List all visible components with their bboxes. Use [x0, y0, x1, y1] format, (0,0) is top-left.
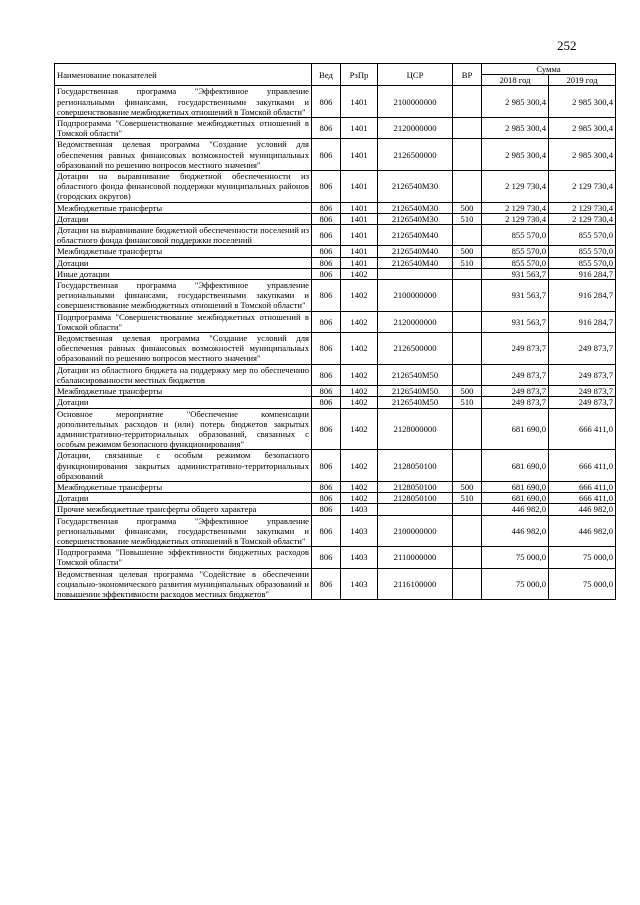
row-vr: 500 [453, 481, 482, 492]
row-rzpr: 1401 [341, 118, 378, 139]
row-csr: 2100000000 [378, 86, 453, 118]
row-vr [453, 268, 482, 279]
row-rzpr: 1401 [341, 257, 378, 268]
row-ved: 806 [312, 171, 341, 203]
row-sum-2018: 931 563,7 [482, 311, 549, 332]
row-csr: 2110000000 [378, 547, 453, 568]
row-rzpr: 1401 [341, 139, 378, 171]
row-ved: 806 [312, 504, 341, 515]
row-vr [453, 311, 482, 332]
row-sum-2018: 2 129 730,4 [482, 213, 549, 224]
row-name: Государственная программа "Эффективное управление региональными финансами, государственными закупками и совершенствование межбюджетных отношений в Томской области" [55, 280, 312, 312]
row-name: Дотации [55, 257, 312, 268]
row-rzpr: 1402 [341, 311, 378, 332]
table-row [55, 568, 616, 600]
row-csr: 2128050100 [378, 481, 453, 492]
row-name: Дотации, связанные с особым режимом безопасного функционирования закрытых административно-территориальных образований [55, 450, 312, 482]
table-row [55, 504, 616, 515]
row-rzpr: 1403 [341, 547, 378, 568]
header-vr: ВР [453, 64, 482, 86]
row-ved: 806 [312, 268, 341, 279]
budget-table [54, 63, 616, 600]
row-csr: 2126540М30 [378, 171, 453, 203]
row-csr: 2126500000 [378, 333, 453, 365]
row-rzpr: 1401 [341, 171, 378, 203]
row-rzpr: 1402 [341, 268, 378, 279]
row-csr: 2120000000 [378, 118, 453, 139]
table-row [55, 333, 616, 365]
row-name: Межбюджетные трансферты [55, 246, 312, 257]
table-row [55, 225, 616, 246]
table-row [55, 311, 616, 332]
row-csr: 2126540М30 [378, 213, 453, 224]
row-vr [453, 364, 482, 385]
row-vr [453, 139, 482, 171]
row-sum-2019: 855 570,0 [549, 257, 616, 268]
row-name: Ведомственная целевая программа "Создание условий для обеспечения равных финансовых возможностей муниципальных образований по решению вопросов местного значения" [55, 333, 312, 365]
table-row [55, 450, 616, 482]
row-vr: 510 [453, 213, 482, 224]
row-vr [453, 86, 482, 118]
row-vr [453, 408, 482, 450]
row-rzpr: 1402 [341, 481, 378, 492]
row-csr: 2126540М40 [378, 246, 453, 257]
row-sum-2018: 931 563,7 [482, 280, 549, 312]
row-csr: 2126540М50 [378, 364, 453, 385]
row-sum-2019: 916 284,7 [549, 280, 616, 312]
table-body [55, 86, 616, 600]
table-row [55, 213, 616, 224]
row-sum-2019: 2 129 730,4 [549, 202, 616, 213]
header-2018: 2018 год [482, 75, 549, 86]
row-sum-2018: 75 000,0 [482, 547, 549, 568]
row-csr [378, 268, 453, 279]
row-ved: 806 [312, 257, 341, 268]
row-sum-2018: 855 570,0 [482, 246, 549, 257]
row-ved: 806 [312, 568, 341, 600]
row-csr: 2128000000 [378, 408, 453, 450]
table-row [55, 202, 616, 213]
row-csr: 2120000000 [378, 311, 453, 332]
row-vr [453, 450, 482, 482]
row-vr: 500 [453, 386, 482, 397]
table-row [55, 257, 616, 268]
table-row [55, 268, 616, 279]
row-name: Основное мероприятие "Обеспечение компенсации дополнительных расходов и (или) потерь бюджетов закрытых административно-территориальных образований, связанных с особым режимом безопасного функционирования" [55, 408, 312, 450]
header-sum: Сумма [482, 64, 616, 75]
row-sum-2019: 666 411,0 [549, 450, 616, 482]
row-sum-2019: 2 129 730,4 [549, 171, 616, 203]
row-sum-2018: 249 873,7 [482, 364, 549, 385]
table-row [55, 118, 616, 139]
row-sum-2018: 249 873,7 [482, 386, 549, 397]
row-sum-2018: 681 690,0 [482, 450, 549, 482]
row-csr: 2126540М40 [378, 257, 453, 268]
row-sum-2018: 681 690,0 [482, 493, 549, 504]
row-vr [453, 171, 482, 203]
header-rzpr: РзПр [341, 64, 378, 86]
row-vr: 500 [453, 202, 482, 213]
table-row [55, 246, 616, 257]
row-csr: 2128050100 [378, 493, 453, 504]
row-sum-2019: 75 000,0 [549, 547, 616, 568]
table-row [55, 408, 616, 450]
row-sum-2019: 855 570,0 [549, 225, 616, 246]
row-sum-2019: 249 873,7 [549, 397, 616, 408]
row-rzpr: 1401 [341, 246, 378, 257]
table-row [55, 397, 616, 408]
row-sum-2019: 249 873,7 [549, 364, 616, 385]
row-name: Межбюджетные трансферты [55, 386, 312, 397]
header-name: Наименование показателей [55, 64, 312, 86]
table-row [55, 86, 616, 118]
row-sum-2019: 446 982,0 [549, 504, 616, 515]
page-number: 252 [557, 38, 577, 53]
row-ved: 806 [312, 280, 341, 312]
row-vr [453, 118, 482, 139]
row-csr: 2126540М40 [378, 225, 453, 246]
row-rzpr: 1401 [341, 213, 378, 224]
row-rzpr: 1401 [341, 202, 378, 213]
row-ved: 806 [312, 547, 341, 568]
row-sum-2018: 446 982,0 [482, 504, 549, 515]
row-csr [378, 504, 453, 515]
row-sum-2018: 249 873,7 [482, 397, 549, 408]
row-rzpr: 1402 [341, 333, 378, 365]
row-csr: 2126540М30 [378, 202, 453, 213]
row-sum-2019: 75 000,0 [549, 568, 616, 600]
row-sum-2018: 75 000,0 [482, 568, 549, 600]
row-sum-2019: 2 129 730,4 [549, 213, 616, 224]
row-ved: 806 [312, 481, 341, 492]
row-vr [453, 333, 482, 365]
row-csr: 2100000000 [378, 515, 453, 547]
row-name: Иные дотации [55, 268, 312, 279]
row-csr: 2128050100 [378, 450, 453, 482]
row-ved: 806 [312, 333, 341, 365]
row-vr [453, 568, 482, 600]
table-row [55, 364, 616, 385]
table-row [55, 280, 616, 312]
row-sum-2019: 2 985 300,4 [549, 139, 616, 171]
row-ved: 806 [312, 202, 341, 213]
row-rzpr: 1402 [341, 408, 378, 450]
row-sum-2018: 855 570,0 [482, 257, 549, 268]
row-name: Государственная программа "Эффективное управление региональными финансами, государственными закупками и совершенствование межбюджетных отношений в Томской области" [55, 86, 312, 118]
table-row [55, 139, 616, 171]
row-vr [453, 547, 482, 568]
row-ved: 806 [312, 311, 341, 332]
row-ved: 806 [312, 225, 341, 246]
row-sum-2018: 931 563,7 [482, 268, 549, 279]
row-sum-2019: 446 982,0 [549, 515, 616, 547]
row-sum-2019: 666 411,0 [549, 408, 616, 450]
row-vr: 510 [453, 493, 482, 504]
row-rzpr: 1403 [341, 568, 378, 600]
row-sum-2018: 2 129 730,4 [482, 202, 549, 213]
row-name: Подпрограмма "Повышение эффективности бюджетных расходов Томской области" [55, 547, 312, 568]
row-sum-2019: 916 284,7 [549, 268, 616, 279]
row-name: Дотации из областного бюджета на поддержку мер по обеспечению сбалансированности местных бюджетов [55, 364, 312, 385]
row-sum-2019: 249 873,7 [549, 386, 616, 397]
row-name: Межбюджетные трансферты [55, 202, 312, 213]
row-ved: 806 [312, 493, 341, 504]
row-vr [453, 225, 482, 246]
row-sum-2018: 2 985 300,4 [482, 118, 549, 139]
row-vr [453, 515, 482, 547]
row-vr [453, 280, 482, 312]
row-rzpr: 1402 [341, 493, 378, 504]
row-rzpr: 1402 [341, 397, 378, 408]
header-2019: 2019 год [549, 75, 616, 86]
row-sum-2018: 249 873,7 [482, 333, 549, 365]
row-sum-2019: 916 284,7 [549, 311, 616, 332]
table-row [55, 171, 616, 203]
row-ved: 806 [312, 86, 341, 118]
row-ved: 806 [312, 139, 341, 171]
row-rzpr: 1401 [341, 86, 378, 118]
header-csr: ЦСР [378, 64, 453, 86]
row-rzpr: 1402 [341, 386, 378, 397]
row-rzpr: 1403 [341, 504, 378, 515]
table-row [55, 515, 616, 547]
row-sum-2019: 666 411,0 [549, 481, 616, 492]
row-ved: 806 [312, 246, 341, 257]
row-name: Дотации [55, 397, 312, 408]
table-row [55, 547, 616, 568]
row-ved: 806 [312, 450, 341, 482]
row-sum-2019: 855 570,0 [549, 246, 616, 257]
row-name: Дотации [55, 493, 312, 504]
row-sum-2018: 681 690,0 [482, 408, 549, 450]
row-sum-2018: 2 129 730,4 [482, 171, 549, 203]
row-rzpr: 1402 [341, 364, 378, 385]
row-ved: 806 [312, 364, 341, 385]
row-ved: 806 [312, 515, 341, 547]
row-name: Государственная программа "Эффективное управление региональными финансами, государственными закупками и совершенствование межбюджетных отношений в Томской области" [55, 515, 312, 547]
row-ved: 806 [312, 408, 341, 450]
row-ved: 806 [312, 397, 341, 408]
row-vr [453, 504, 482, 515]
row-name: Межбюджетные трансферты [55, 481, 312, 492]
row-rzpr: 1403 [341, 515, 378, 547]
row-name: Подпрограмма "Совершенствование межбюджетных отношений в Томской области" [55, 118, 312, 139]
row-name: Дотации на выравнивание бюджетной обеспеченности поселений из областного фонда финансовой поддержки поселений [55, 225, 312, 246]
row-name: Дотации [55, 213, 312, 224]
row-ved: 806 [312, 386, 341, 397]
row-sum-2019: 2 985 300,4 [549, 86, 616, 118]
row-sum-2019: 2 985 300,4 [549, 118, 616, 139]
row-csr: 2126540М50 [378, 397, 453, 408]
row-name: Ведомственная целевая программа "Содействие в обеспечении социально-экономического развития муниципальных образований и повышении эффективности расходов местных бюджетов" [55, 568, 312, 600]
row-rzpr: 1401 [341, 225, 378, 246]
row-name: Прочие межбюджетные трансферты общего характера [55, 504, 312, 515]
row-rzpr: 1402 [341, 450, 378, 482]
row-vr: 510 [453, 257, 482, 268]
row-sum-2018: 681 690,0 [482, 481, 549, 492]
row-rzpr: 1402 [341, 280, 378, 312]
row-vr: 500 [453, 246, 482, 257]
row-sum-2019: 249 873,7 [549, 333, 616, 365]
row-sum-2019: 666 411,0 [549, 493, 616, 504]
row-csr: 2116100000 [378, 568, 453, 600]
row-csr: 2100000000 [378, 280, 453, 312]
table-row [55, 386, 616, 397]
header-ved: Вед [312, 64, 341, 86]
row-vr: 510 [453, 397, 482, 408]
row-sum-2018: 855 570,0 [482, 225, 549, 246]
row-csr: 2126500000 [378, 139, 453, 171]
row-csr: 2126540М50 [378, 386, 453, 397]
table-row [55, 493, 616, 504]
row-sum-2018: 2 985 300,4 [482, 86, 549, 118]
row-name: Подпрограмма "Совершенствование межбюджетных отношений в Томской области" [55, 311, 312, 332]
row-sum-2018: 2 985 300,4 [482, 139, 549, 171]
row-name: Ведомственная целевая программа "Создание условий для обеспечения равных финансовых возможностей муниципальных образований по решению вопросов местного значения" [55, 139, 312, 171]
row-name: Дотации на выравнивание бюджетной обеспеченности из областного фонда финансовой поддержки муниципальных районов (городских округов) [55, 171, 312, 203]
row-sum-2018: 446 982,0 [482, 515, 549, 547]
row-ved: 806 [312, 213, 341, 224]
row-ved: 806 [312, 118, 341, 139]
table-row [55, 481, 616, 492]
